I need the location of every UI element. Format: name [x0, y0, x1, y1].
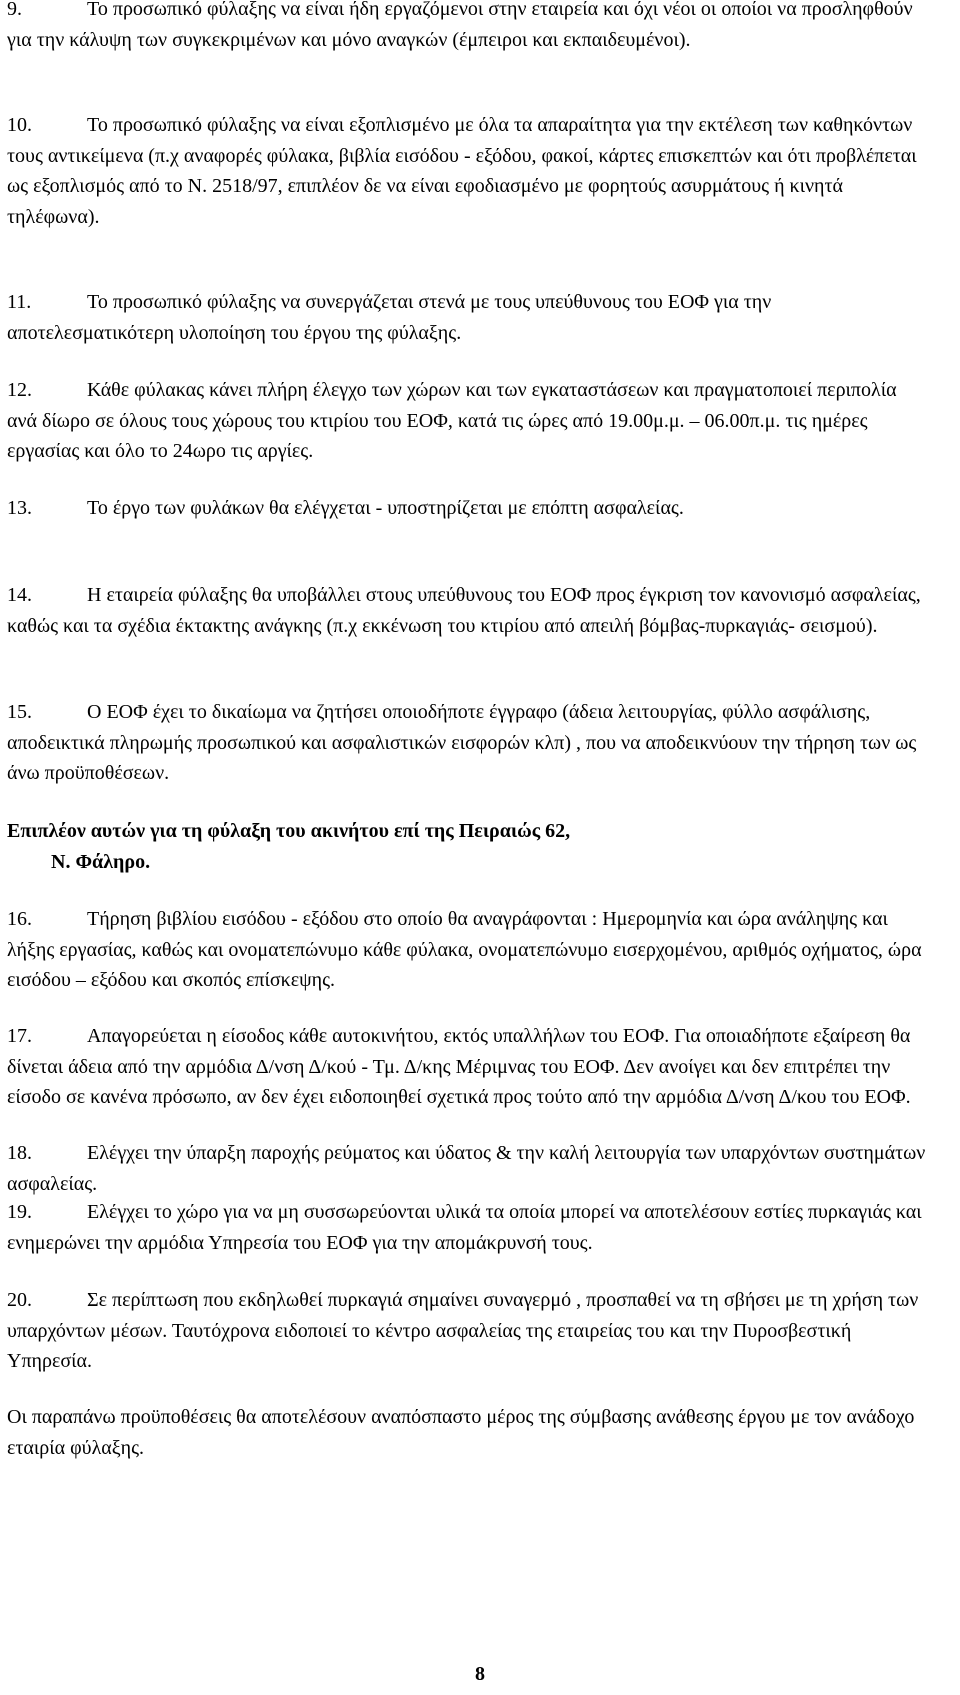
item-text: Ελέγχει την ύπαρξη παροχής ρεύματος και ύδατος & την καλή λειτουργία των υπαρχόντων συστημάτων ασφαλείας. [7, 1142, 926, 1195]
section-heading [7, 816, 907, 878]
item-text: Σε περίπτωση που εκδηλωθεί πυρκαγιά σημαίνει συναγερμό , προσπαθεί να τη σβήσει με τη χρήση των υπαρχόντων μέσων. Ταυτόχρονα ειδοποιεί το κέντρο ασφαλείας της εταιρείας του και την Πυροσβεστική Υπηρεσία. [7, 1289, 919, 1372]
list-item-10 [7, 110, 927, 232]
item-text: Το έργο των φυλάκων θα ελέγχεται - υποστηρίζεται με επόπτη ασφαλείας. [87, 497, 684, 519]
item-number: 10. [7, 114, 32, 136]
item-text: Το προσωπικό φύλαξης να είναι ήδη εργαζόμενοι στην εταιρεία και όχι νέοι οι οποίοι να προσληφθούν για την κάλυψη των συγκεκριμένων και μόνο αναγκών (έμπειροι και εκπαιδευμένοι). [7, 0, 913, 51]
item-text: Κάθε φύλακας κάνει πλήρη έλεγχο των χώρων και των εγκαταστάσεων και πραγματοποιεί περιπολία ανά δίωρο σε όλους τους χώρους του κτιρίου του ΕΟΦ, κατά τις ώρες από 19.00μ.μ. – 06.00π.μ. τις ημέρες εργασίας και όλο το 24ωρο τις αργίες. [7, 379, 897, 462]
item-text: Το προσωπικό φύλαξης να είναι εξοπλισμένο με όλα τα απαραίτητα για την εκτέλεση των καθηκόντων τους αντικείμενα (π.χ αναφορές φύλακα, βιβλία εισόδου - εξόδου, φακοί, κάρτες επισκεπτών και ότι προβλέπεται ως εξοπλισμός από το Ν. 2518/97, επιπλέον δε να είναι εφοδιασμένο με φορητούς ασυρμάτους ή κινητά τηλέφωνα). [7, 114, 917, 228]
list-item-9 [7, 0, 927, 55]
list-item-12 [7, 375, 927, 467]
list-item-17 [7, 1021, 927, 1113]
item-number: 16. [7, 908, 32, 930]
item-number: 19. [7, 1201, 32, 1223]
item-number: 17. [7, 1025, 32, 1047]
page-number: 8 [475, 1663, 485, 1685]
item-number: 15. [7, 701, 32, 723]
item-number: 18. [7, 1142, 32, 1164]
item-text: Απαγορεύεται η είσοδος κάθε αυτοκινήτου, εκτός υπαλλήλων του ΕΟΦ. Για οποιαδήποτε εξαίρεση θα δίνεται άδεια από την αρμόδια Δ/νση Δ/κού - Τμ. Δ/κης Μέριμνας του ΕΟΦ. Δεν ανοίγει και δεν επιτρέπει την είσοδο σε κανένα πρόσωπο, αν δεν έχει ειδοποιηθεί σχετικά προς τούτο από την αρμόδια Δ/νση Δ/κου του ΕΟΦ. [7, 1025, 911, 1108]
item-text: Ελέγχει το χώρο για να μη συσσωρεύονται υλικά τα οποία μπορεί να αποτελέσουν εστίες πυρκαγιάς και ενημερώνει την αρμόδια Υπηρεσία του ΕΟΦ για την απομάκρυνσή τους. [7, 1201, 922, 1254]
section-heading-line1: Επιπλέον αυτών για τη φύλαξη του ακινήτου επί της Πειραιώς 62, [7, 820, 571, 842]
item-number: 20. [7, 1289, 32, 1311]
list-item-19 [7, 1197, 927, 1258]
item-text: Το προσωπικό φύλαξης να συνεργάζεται στενά με τους υπεύθυνους του ΕΟΦ για την αποτελεσματικότερη υλοποίηση του έργου της φύλαξης. [7, 291, 772, 344]
item-number: 9. [7, 0, 22, 20]
item-text: Η εταιρεία φύλαξης θα υποβάλλει στους υπεύθυνους του ΕΟΦ προς έγκριση τον κανονισμό ασφαλείας, καθώς και τα σχέδια έκτακτης ανάγκης (π.χ εκκένωση του κτιρίου από απειλή βόμβας-πυρκαγιάς- σεισμού). [7, 584, 921, 637]
list-item-13 [7, 493, 927, 524]
list-item-20 [7, 1285, 927, 1377]
item-number: 13. [7, 497, 32, 519]
list-item-15 [7, 697, 927, 789]
list-item-11 [7, 287, 927, 348]
item-number: 11. [7, 291, 32, 313]
item-number: 12. [7, 379, 32, 401]
list-item-18 [7, 1138, 927, 1199]
item-text: Ο ΕΟΦ έχει το δικαίωμα να ζητήσει οποιοδήποτε έγγραφο (άδεια λειτουργίας, φύλλο ασφάλισης, αποδεικτικά πληρωμής προσωπικού και ασφαλιστικών εισφορών κλπ) , που να αποδεικνύουν την τήρηση των ως άνω προϋποθέσεων. [7, 701, 917, 784]
closing-paragraph: Οι παραπάνω προϋποθέσεις θα αποτελέσουν αναπόσπαστο μέρος της σύμβασης ανάθεσης έργου με τον ανάδοχο εταιρία φύλαξης. [7, 1406, 915, 1459]
list-item-16 [7, 904, 927, 996]
section-heading-line2: Ν. Φάληρο. [51, 851, 151, 873]
list-item-14 [7, 580, 927, 641]
item-number: 14. [7, 584, 32, 606]
item-text: Τήρηση βιβλίου εισόδου - εξόδου στο οποίο θα αναγράφονται : Ημερομηνία και ώρα ανάληψης και λήξης εργασίας, καθώς και ονοματεπώνυμο κάθε φύλακα, ονοματεπώνυμο εισερχομένου, αριθμός οχήματος, ώρα εισόδου – εξόδου και σκοπός επίσκεψης. [7, 908, 922, 991]
